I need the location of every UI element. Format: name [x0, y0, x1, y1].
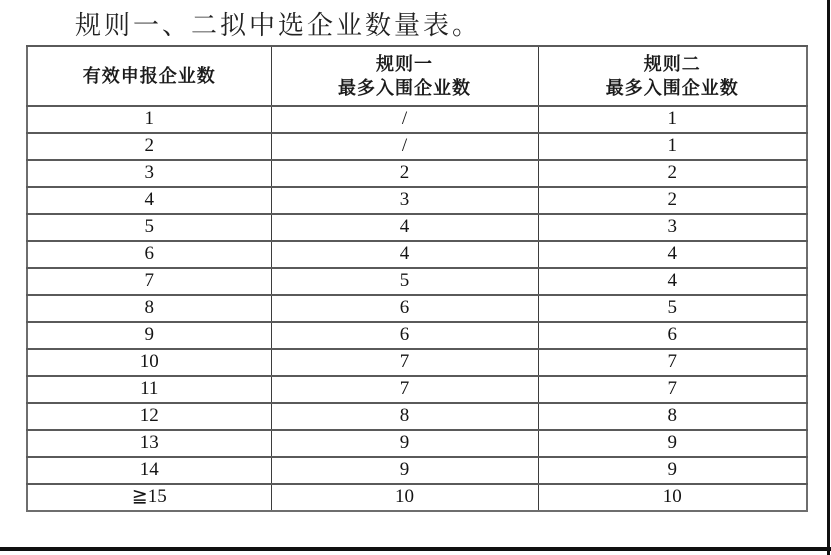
table-cell: 14 — [27, 457, 271, 484]
table-cell: 9 — [538, 430, 807, 457]
table-cell: 10 — [27, 349, 271, 376]
table-cell: 3 — [27, 160, 271, 187]
table-cell: 3 — [538, 214, 807, 241]
table-cell: 4 — [538, 268, 807, 295]
table-cell: 7 — [538, 376, 807, 403]
table-cell: 2 — [271, 160, 538, 187]
table-cell: 6 — [27, 241, 271, 268]
table-cell: 9 — [271, 430, 538, 457]
table-cell: 9 — [27, 322, 271, 349]
table-cell: 8 — [27, 295, 271, 322]
table-cell: 4 — [538, 241, 807, 268]
page-edge-right-line — [827, 0, 830, 555]
table-cell: 3 — [271, 187, 538, 214]
table-row — [27, 268, 807, 295]
table-row — [27, 349, 807, 376]
table-cell: 7 — [271, 349, 538, 376]
table-cell: / — [271, 106, 538, 133]
table-cell: 6 — [538, 322, 807, 349]
table-cell: 9 — [538, 457, 807, 484]
header-col-rule2 — [538, 46, 807, 106]
table-row — [27, 322, 807, 349]
header-label: 规则二 — [643, 53, 701, 74]
header-sublabel: 最多入围企业数 — [605, 78, 739, 98]
table-cell: 2 — [538, 187, 807, 214]
table-cell: 12 — [27, 403, 271, 430]
table-cell: 7 — [271, 376, 538, 403]
table-row — [27, 376, 807, 403]
table-cell: 5 — [27, 214, 271, 241]
header-sublabel: 最多入围企业数 — [338, 78, 471, 98]
header-col-rule1 — [271, 46, 538, 106]
table-cell: 5 — [538, 295, 807, 322]
table-cell: 10 — [538, 484, 807, 511]
page-edge-bottom-line — [0, 547, 831, 551]
header-col-valid-applicants — [27, 46, 271, 106]
table-cell: 8 — [538, 403, 807, 430]
header-label: 规则一 — [376, 53, 433, 74]
table-row — [27, 133, 807, 160]
table-cell: 6 — [271, 322, 538, 349]
table-cell: 4 — [271, 241, 538, 268]
table-cell: 2 — [538, 160, 807, 187]
table-cell: 5 — [271, 268, 538, 295]
table-row — [27, 106, 807, 133]
table-cell: / — [271, 133, 538, 160]
table-cell: 9 — [271, 457, 538, 484]
selection-quantity-table — [26, 45, 808, 512]
table-header — [27, 46, 807, 106]
table-row — [27, 241, 807, 268]
table-row — [27, 160, 807, 187]
table-cell: 7 — [538, 349, 807, 376]
table-cell: 6 — [271, 295, 538, 322]
page-title: 规则一、二拟中选企业数量表。 — [75, 11, 482, 40]
table-row — [27, 430, 807, 457]
table-body — [27, 106, 807, 511]
table-cell: 10 — [271, 484, 538, 511]
table-cell: 11 — [27, 376, 271, 403]
header-row — [27, 46, 807, 106]
table-cell: 2 — [27, 133, 271, 160]
table-row — [27, 457, 807, 484]
table-cell: 4 — [271, 214, 538, 241]
table-cell: ≧15 — [27, 484, 271, 511]
table-cell: 8 — [271, 403, 538, 430]
table-cell: 1 — [538, 106, 807, 133]
table-cell: 4 — [27, 187, 271, 214]
table-row — [27, 403, 807, 430]
table-cell: 7 — [27, 268, 271, 295]
table-cell: 1 — [27, 106, 271, 133]
table-row — [27, 295, 807, 322]
table-row — [27, 187, 807, 214]
table-cell: 13 — [27, 430, 271, 457]
table-row — [27, 484, 807, 511]
table-cell: 1 — [538, 133, 807, 160]
header-label: 有效申报企业数 — [82, 65, 216, 86]
table-row — [27, 214, 807, 241]
